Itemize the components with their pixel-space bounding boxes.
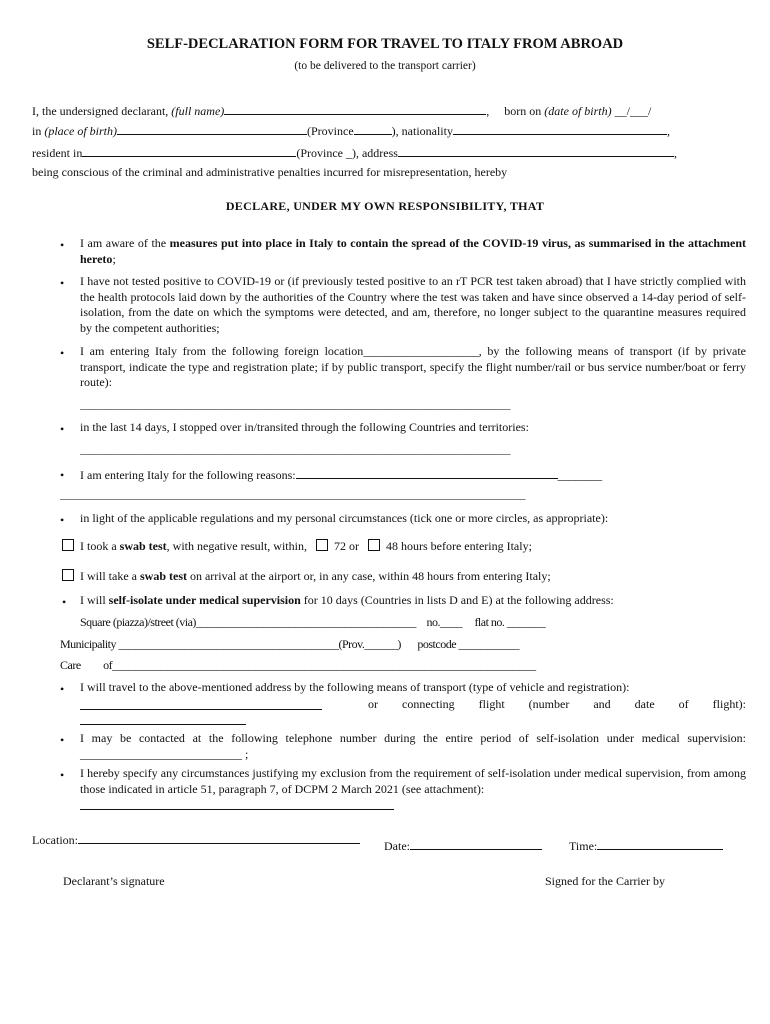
bullet-icon: •: [60, 768, 65, 782]
reasons-field[interactable]: [296, 466, 558, 479]
time-row: Time:: [569, 837, 723, 854]
place-of-birth-field[interactable]: [117, 122, 307, 135]
declaration-self-isolate: I will self-isolate under medical supervision for 10 days (Countries in lists D and E) at the following address:: [80, 593, 614, 607]
personal-line-3: resident in (Province _), address ,: [32, 146, 677, 160]
declaration-exclusion: I hereby specify any circumstances justifying my exclusion from the requirement of self-isolation under medical supervision, from among those indicated in article 51, paragraph 7, of DCPM 2 March 2021 (see attachment):: [80, 766, 746, 796]
declaration-entering-from: I am entering Italy from the following foreign location_____________________, by the following means of transport (if by private transport, indicate the type and registration plate; if by public transport, specify the flight number/rail or bus service number/boat or ferry route):: [80, 344, 747, 389]
bullet-icon: •: [60, 422, 65, 436]
bullet-icon: •: [60, 346, 65, 360]
bullet-icon: •: [60, 276, 65, 290]
bullet-icon: •: [62, 595, 67, 609]
bullet-icon: •: [60, 682, 65, 696]
care-of-field[interactable]: of_____________________________________________________________________________: [103, 658, 536, 672]
place-of-birth-label: (place of birth): [44, 124, 117, 138]
location-row: Location:: [32, 831, 360, 848]
date-field[interactable]: [410, 837, 542, 850]
flight-details-field[interactable]: [80, 712, 246, 725]
travel-means-row: or connecting flight (number and date of flight):: [80, 697, 746, 714]
swab-before-option: I took a swab test, with negative result, within, 72 or 48 hours before entering Italy;: [62, 539, 532, 554]
declaration-last14: in the last 14 days, I stopped over in/transited through the following Countries and territories:: [80, 420, 529, 434]
travel-means-field[interactable]: [80, 697, 322, 710]
isolation-care-of-row: Care of_____________________________________________________________________________: [60, 658, 536, 672]
bullet-icon: •: [60, 733, 65, 747]
date-of-birth-field[interactable]: __/___/: [614, 104, 652, 118]
residence-field[interactable]: [82, 144, 296, 157]
declaration-regulations: in light of the applicable regulations and my personal circumstances (tick one or more circles, as appropriate):: [80, 511, 609, 525]
bullet-icon: •: [60, 513, 65, 527]
form-title: SELF-DECLARATION FORM FOR TRAVEL TO ITALY FROM ABROAD: [146, 36, 624, 52]
address-field[interactable]: [398, 144, 674, 157]
street-number-field[interactable]: ____: [439, 615, 462, 629]
full-name-field[interactable]: [224, 102, 486, 115]
isolation-municipality-row: [60, 637, 519, 652]
swab-on-arrival-checkbox[interactable]: [62, 569, 74, 581]
declaration-contact: I may be contacted at the following telephone number during the entire period of self-isolation under medical supervision: ___________________________ ;: [80, 731, 746, 761]
declare-heading: DECLARE, UNDER MY OWN RESPONSIBILITY, THAT: [225, 199, 545, 213]
declaration-reasons: I am entering Italy for the following reasons: ________: [80, 468, 602, 482]
location-field[interactable]: [78, 831, 360, 844]
swab-on-arrival-option: I will take a swab test on arrival at the airport or, in any case, within 48 hours from entering Italy;: [62, 569, 551, 584]
declaration-travel: I will travel to the above-mentioned address by the following means of transport (type of vehicle and registration):: [80, 680, 630, 694]
street-field[interactable]: Square (piazza)/street (via)________________________________________: [80, 615, 416, 629]
flight-details-row: [80, 712, 246, 729]
declaration-not-tested: I have not tested positive to COVID-19 or (if previously tested positive to an rT PCR test taken abroad) that I have strictly complied with the health protocols laid down by the authorities of the Country where the test was taken and have since observed a 14-day period of self-isolation, from the date on which the symptoms were detected, and am, therefore, no longer subject to the quarantine measures required by the competent authorities;: [80, 274, 746, 335]
full-name-label: (full name): [171, 104, 225, 118]
bullet-icon: •: [60, 468, 65, 482]
isolation-street-row: Square (piazza)/street (via)________________________________________ no.____ flat no. _______: [80, 615, 546, 629]
bullet-icon: •: [60, 238, 65, 252]
personal-line-2: in (place of birth) (Province ), nationality ,: [32, 124, 670, 138]
postcode-field[interactable]: postcode ___________: [417, 637, 520, 651]
personal-line-1: I, the undersigned declarant, (full name) , born on (date of birth) __/___/: [32, 104, 652, 118]
flat-number-field[interactable]: flat no. _______: [474, 615, 546, 629]
exclusion-row: [80, 797, 394, 814]
reasons-continuation-field[interactable]: _____________________________________________________________________________________________: [60, 489, 525, 501]
transport-means-field[interactable]: ______________________________________________________________________________________: [80, 399, 510, 411]
declaration-aware: I am aware of the measures put into place in Italy to contain the spread of the COVID-19 virus, as summarised in the attachment hereto;: [80, 236, 746, 266]
swab-48h-checkbox[interactable]: [368, 539, 380, 551]
nationality-field[interactable]: [453, 122, 667, 135]
municipality-field[interactable]: Municipality ________________________________________(Prov.______): [60, 637, 401, 651]
form-subtitle: (to be delivered to the transport carrier): [294, 60, 476, 72]
date-row: Date:: [384, 837, 542, 854]
personal-line-4: being conscious of the criminal and administrative penalties incurred for misrepresentation, hereby: [32, 165, 508, 179]
birth-province-field[interactable]: [354, 122, 392, 135]
carrier-signature-label: Signed for the Carrier by: [545, 874, 665, 888]
date-of-birth-label: (date of birth): [544, 104, 612, 118]
transit-countries-field[interactable]: ______________________________________________________________________________________: [80, 444, 510, 456]
time-field[interactable]: [597, 837, 723, 850]
foreign-location-field[interactable]: _____________________: [363, 344, 479, 358]
swab-before-checkbox[interactable]: [62, 539, 74, 551]
declarant-signature-label: Declarant’s signature: [63, 874, 165, 888]
exclusion-field[interactable]: [80, 797, 394, 810]
swab-72h-checkbox[interactable]: [316, 539, 328, 551]
